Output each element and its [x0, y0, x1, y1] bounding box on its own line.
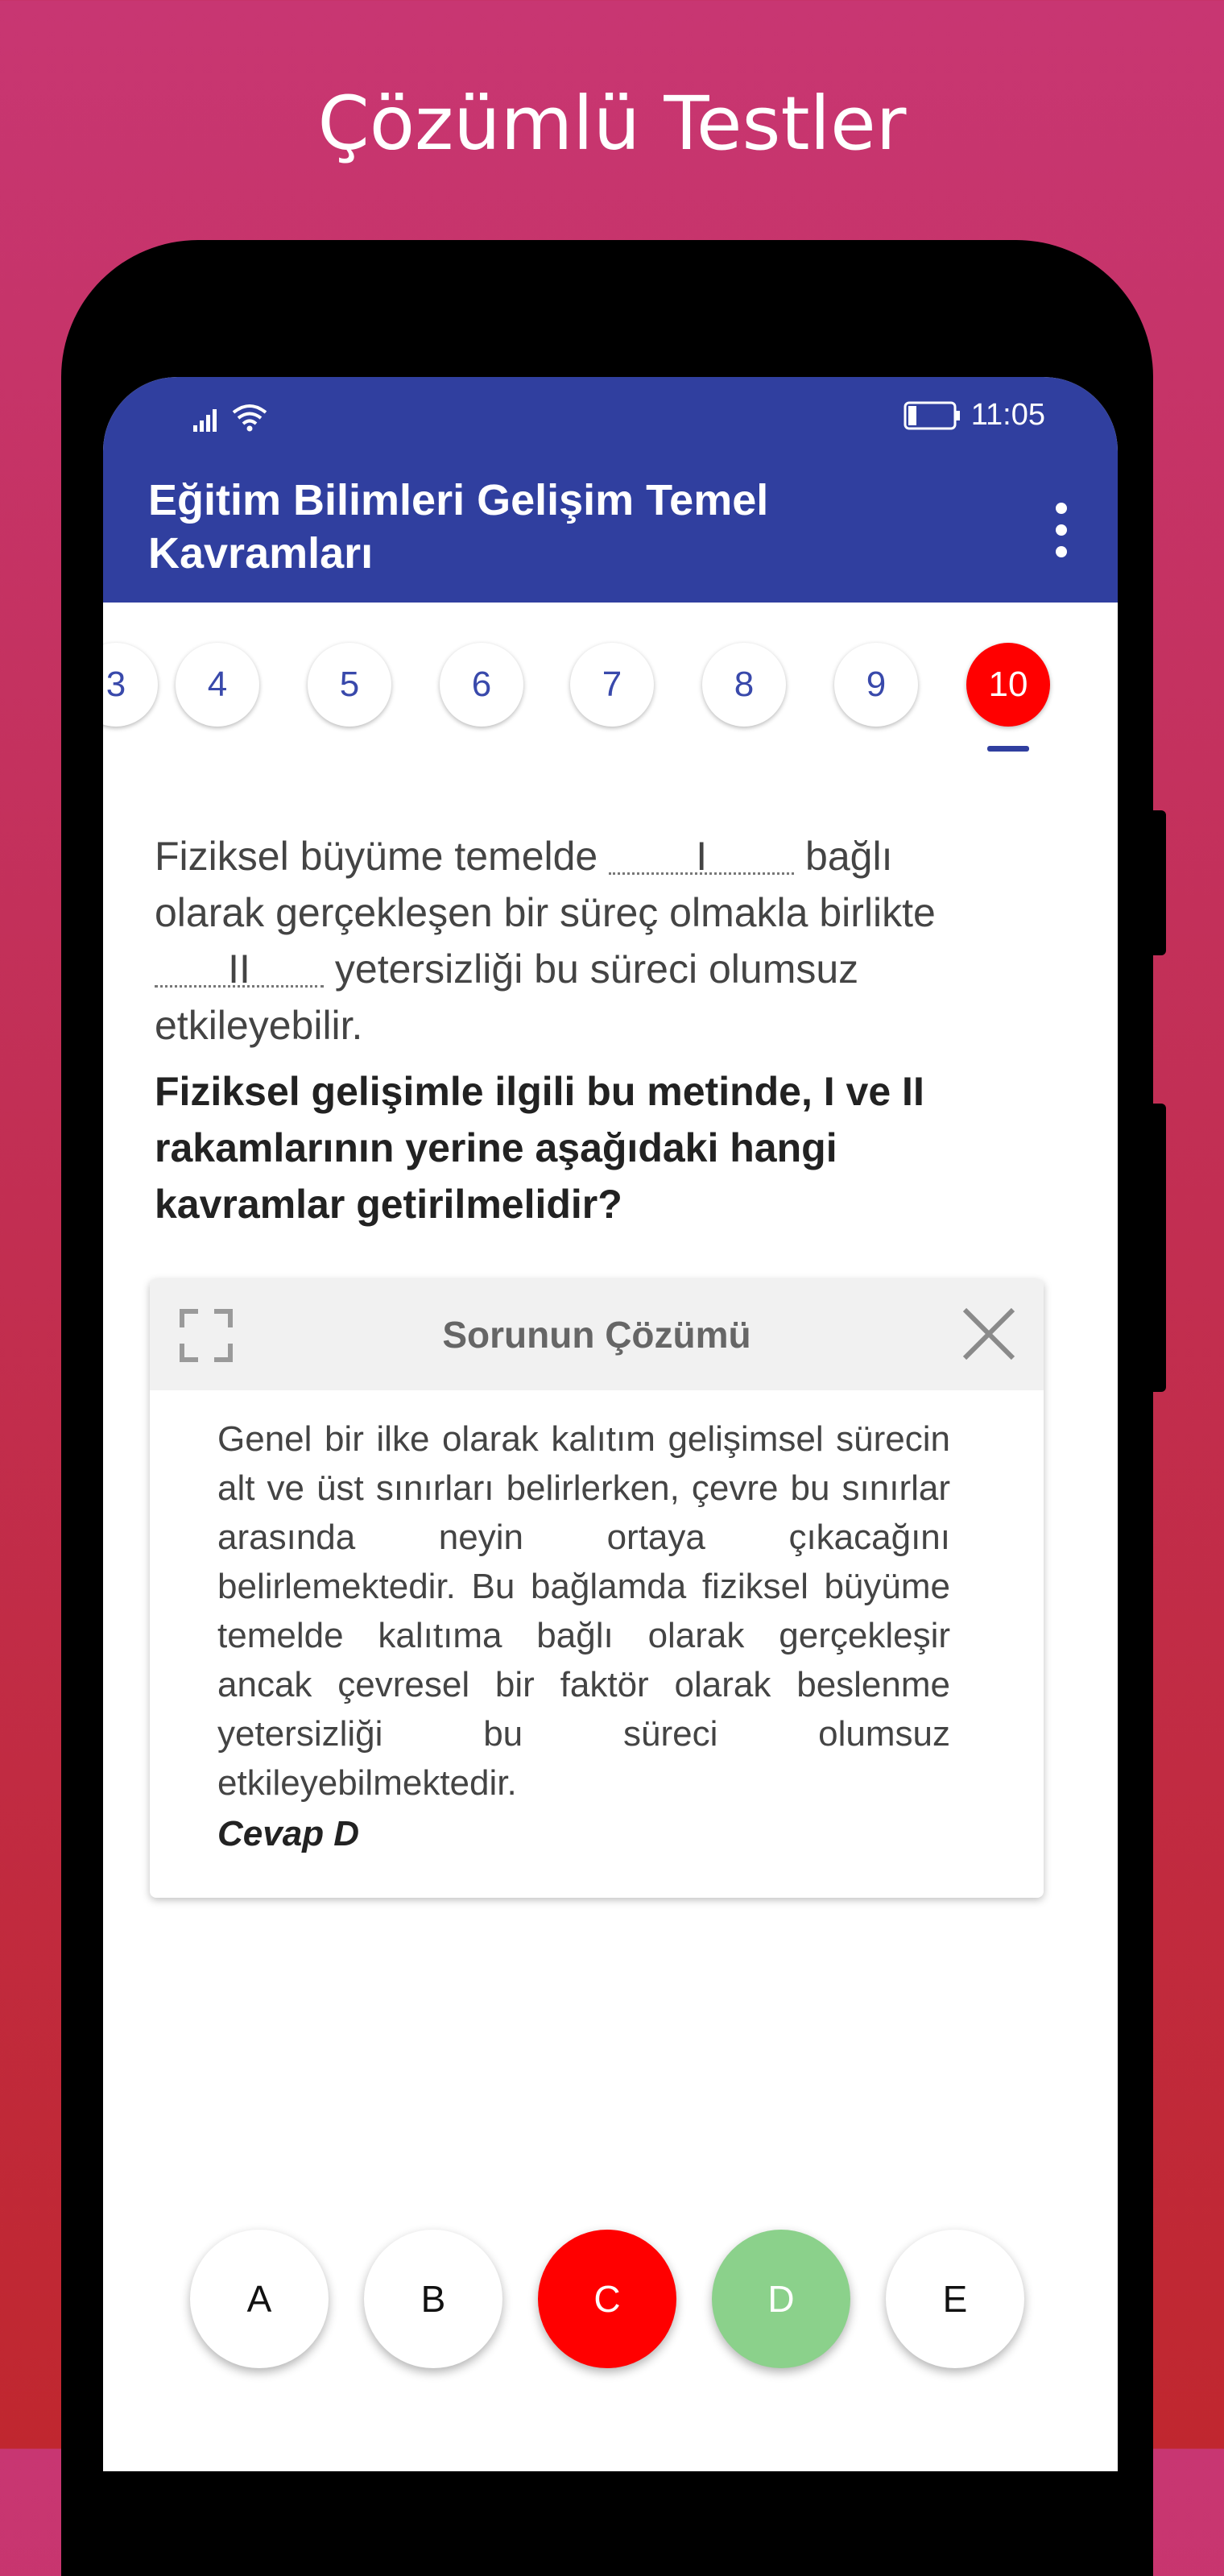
question-number-bar — [103, 643, 1118, 731]
battery-icon — [904, 401, 961, 430]
signal-icon — [192, 406, 224, 432]
solution-text: Genel bir ilke olarak kalıtım gelişimsel sürecin alt ve üst sınırları belirlerken, çevre bu sınırlar arasında neyin ortaya çıkacağını belirlemektedir. Bu bağlamda fiziksel büyüme temelde kalıtıma bağlı olarak gerçekleşir ancak çevresel bir faktör olarak beslenme yetersizliği bu süreci olumsuz etkileyebilmektedir. — [217, 1419, 950, 1803]
wifi-icon — [230, 403, 269, 432]
question-number-7[interactable]: 7 — [570, 643, 654, 727]
status-bar — [103, 377, 1118, 458]
question-number-10-active[interactable]: 10 — [966, 643, 1050, 727]
phone-side-button — [1152, 810, 1166, 955]
more-vert-icon[interactable] — [1045, 498, 1077, 562]
question-number-5[interactable]: 5 — [308, 643, 391, 727]
blank-1: I — [609, 840, 794, 875]
phone-side-button — [1152, 1104, 1166, 1392]
app-bar — [103, 458, 1118, 603]
answer-button-d[interactable]: D — [712, 2230, 850, 2368]
answer-button-a[interactable]: A — [190, 2230, 329, 2368]
answer-button-e[interactable]: E — [886, 2230, 1024, 2368]
question-number-9[interactable]: 9 — [834, 643, 918, 727]
question-number-3[interactable]: 3 — [103, 643, 158, 727]
app-title: Eğitim Bilimleri Gelişim Temel Kavramları — [148, 476, 769, 578]
solution-answer: Cevap D — [217, 1814, 360, 1853]
answer-button-c[interactable]: C — [538, 2230, 676, 2368]
question-number-6[interactable]: 6 — [440, 643, 523, 727]
question-prompt: Fiziksel gelişimle ilgili bu metinde, I ve II rakamlarının yerine aşağıdaki hangi kavramlar getirilmelidir? — [155, 1069, 924, 1227]
blank-2: II — [155, 953, 324, 988]
phone-screen — [103, 377, 1118, 2471]
question-number-4[interactable]: 4 — [176, 643, 259, 727]
solution-body — [150, 1390, 1044, 1858]
promo-title: Çözümlü Testler — [317, 81, 907, 167]
status-time: 11:05 — [970, 398, 1045, 432]
active-question-indicator — [987, 746, 1029, 752]
question-number-8[interactable]: 8 — [702, 643, 786, 727]
solution-header — [150, 1279, 1044, 1390]
question-text — [155, 828, 992, 1232]
close-icon[interactable] — [960, 1305, 1018, 1363]
question-statement: Fiziksel büyüme temelde I bağlı olarak gerçekleşen bir süreç olmakla birlikte II yetersizliği bu süreci olumsuz etkileyebilir. — [155, 834, 936, 1048]
answer-button-b[interactable]: B — [364, 2230, 502, 2368]
solution-title: Sorunun Çözümü — [442, 1314, 751, 1356]
solution-panel — [150, 1279, 1044, 1898]
